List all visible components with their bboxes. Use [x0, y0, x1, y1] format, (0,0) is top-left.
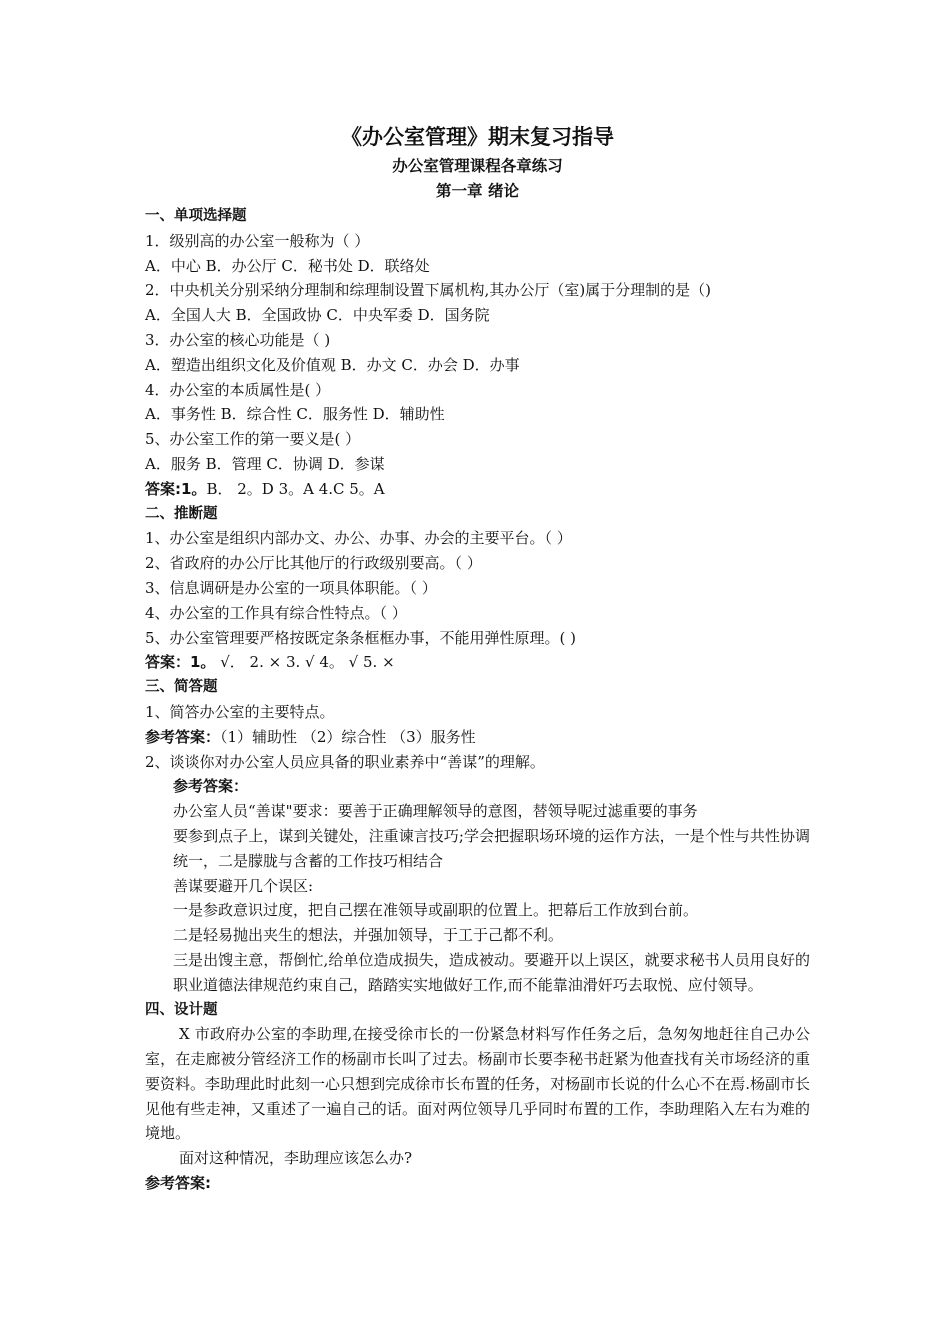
choice-line: 3．办公室的核心功能是（ ): [145, 330, 331, 349]
chapter-heading: 第一章 绪论: [436, 182, 519, 200]
document-subtitle: 办公室管理课程各章练习: [392, 157, 563, 175]
judgement-line: 3、信息调研是办公室的一项具体职能。（ ）: [145, 578, 437, 597]
choice-line: A．中心 B．办公厅 C．秘书处 D．联络处: [145, 256, 430, 275]
judgement-line: 1、办公室是组织内部办文、办公、办事、办会的主要平台。（ ）: [145, 529, 572, 548]
answer-paragraph: 二是轻易抛出夹生的想法，并强加领导，于工于己都不利。: [173, 926, 564, 945]
choice-line: 2．中央机关分别采纳分理制和综理制设置下属机构,其办公厅（室)属于分理制的是（): [145, 281, 712, 300]
answer-text: B． 2。D 3。A 4.C 5。A: [206, 479, 385, 498]
section-heading-short-answer: 三、简答题: [145, 679, 218, 696]
answer-label: 答案：1。: [145, 653, 216, 672]
answer-label: 参考答案：: [173, 777, 249, 796]
answer-paragraph: 要参到点子上，谋到关键处，注重谏言技巧;学会把握职场环境的运作方法，一是个性与共性协调统一，二是朦胧与含蓄的工作技巧相结合: [173, 826, 810, 870]
document-title: 《办公室管理》期末复习指导: [341, 125, 614, 149]
choice-line: 5、办公室工作的第一要义是( ）: [145, 430, 361, 449]
answer-label: 参考答案：: [145, 727, 221, 746]
answer-text: √． 2. × 3. √ 4。 √ 5. ×: [215, 653, 395, 672]
section-heading-choice: 一、单项选择题: [145, 208, 247, 224]
judgement-answer: [145, 650, 810, 675]
choice-answer: [145, 477, 810, 502]
short-question-2: 2、谈谈你对办公室人员应具备的职业素养中“善谋”的理解。: [145, 752, 545, 771]
case-paragraph: X 市政府办公室的李助理,在接受徐市长的一份紧急材料写作任务之后，急匆匆地赶往自己办公室，在走廊被分管经济工作的杨副市长叫了过去。杨副市长要李秘书赶紧为他查找有关市场经济的重要资料。李助理此时此刻一心只想到完成徐市长布置的任务，对杨副市长说的什么心不在焉.杨副市长见他有些走神，又重述了一遍自己的话。面对两位领导几乎同时布置的工作，李助理陷入左右为难的境地。: [145, 1025, 810, 1143]
short-answer-1: [145, 725, 810, 750]
judgement-line: 5、办公室管理要严格按既定条条框框办事，不能用弹性原理。( ): [145, 628, 577, 647]
choice-line: A．服务 B．管理 C．协调 D．参谋: [145, 454, 385, 473]
choice-line: 1．级别高的办公室一般称为（ ）: [145, 231, 370, 250]
case-question: 面对这种情况，李助理应该怎么办?: [179, 1149, 413, 1168]
answer-label: 参考答案:: [145, 1174, 211, 1193]
answer-label: 答案:1。: [145, 479, 207, 498]
judgement-line: 4、办公室的工作具有综合性特点。（ ）: [145, 603, 407, 622]
answer-paragraph: 三是出馊主意，帮倒忙,给单位造成损失，造成被动。要避开以上误区，就要求秘书人员用良好的职业道德法律规范约束自己，踏踏实实地做好工作,而不能靠油滑奸巧去取悦、应付领导。: [173, 950, 810, 994]
choice-line: 4．办公室的本质属性是( ）: [145, 380, 331, 399]
judgement-line: 2、省政府的办公厅比其他厅的行政级别要高。（ ）: [145, 554, 482, 573]
answer-paragraph: 善谋要避开几个误区:: [173, 876, 314, 895]
choice-line: A．事务性 B．综合性 C．服务性 D．辅助性: [145, 405, 445, 424]
document-content: [145, 122, 810, 1196]
answer-text: （1）辅助性 （2）综合性 （3）服务性: [220, 727, 476, 746]
short-question-1: 1、简答办公室的主要特点。: [145, 702, 335, 721]
section-heading-design: 四、设计题: [145, 1001, 218, 1018]
choice-line: A．塑造出组织文化及价值观 B．办文 C．办会 D．办事: [145, 355, 520, 374]
answer-paragraph: 办公室人员“善谋"要求：要善于正确理解领导的意图，替领导呢过滤重要的事务: [173, 802, 698, 821]
section-heading-judgement: 二、推断题: [145, 505, 218, 522]
choice-line: A．全国人大 B．全国政协 C．中央军委 D．国务院: [145, 306, 490, 325]
answer-paragraph: 一是参政意识过度，把自己摆在准领导或副职的位置上。把幕后工作放到台前。: [173, 901, 699, 920]
